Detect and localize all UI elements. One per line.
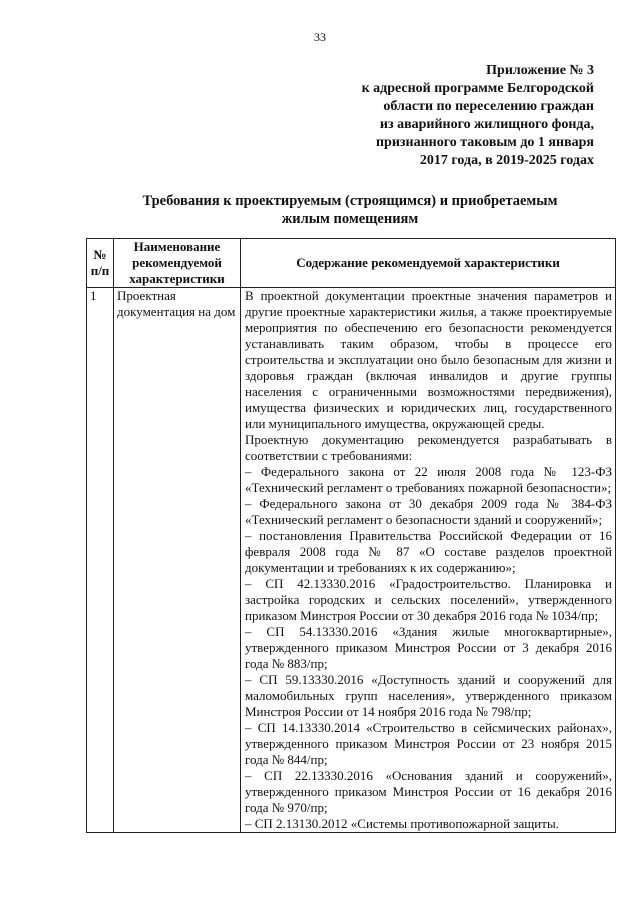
document-title-line: Требования к проектируемым (строящимся) и приобретаемым (142, 193, 558, 209)
page-number: 33 (314, 30, 326, 44)
header-num: № п/п (87, 239, 114, 288)
appendix-line: Приложение № 3 (486, 63, 594, 78)
content-paragraph: – Федерального закона от 30 декабря 2009 года № 384-ФЗ «Технический регламент о безопасности зданий и сооружений»; (245, 496, 612, 527)
content-paragraph: – постановления Правительства Российской Федерации от 16 февраля 2008 года № 87 «О составе разделов проектной документации и требованиях к их содержанию»; (245, 528, 612, 575)
content-paragraph: – Федерального закона от 22 июля 2008 года № 123-ФЗ «Технический регламент о требованиях пожарной безопасности»; (245, 464, 612, 495)
table-header-row (87, 239, 616, 288)
document-title-line: жилым помещениям (281, 211, 419, 227)
table-row (87, 288, 616, 833)
row-content (241, 288, 616, 833)
row-name: Проектная документация на дом (114, 288, 241, 833)
appendix-line: признанного таковым до 1 января (375, 135, 594, 150)
content-paragraph: – СП 14.13330.2014 «Строительство в сейсмических районах», утвержденного приказом Минстроя России от 23 ноября 2015 года № 844/пр; (245, 720, 612, 767)
appendix-heading (274, 62, 594, 170)
content-paragraph: – СП 54.13330.2016 «Здания жилые многоквартирные», утвержденного приказом Минстроя России от 3 декабря 2016 года № 883/пр; (245, 624, 612, 671)
header-name: Наименование рекомендуемой характеристики (114, 239, 241, 288)
row-num: 1 (87, 288, 114, 833)
appendix-line: 2017 года, в 2019-2025 годах (419, 153, 594, 168)
content-paragraph: Проектную документацию рекомендуется разрабатывать в соответствии с требованиями: (245, 432, 612, 463)
header-content: Содержание рекомендуемой характеристики (241, 239, 616, 288)
content-paragraph: – СП 42.13330.2016 «Градостроительство. Планировка и застройка городских и сельских поселений», утвержденного приказом Минстроя России от 30 декабря 2016 года № 1034/пр; (245, 576, 612, 623)
content-paragraph: – СП 59.13330.2016 «Доступность зданий и сооружений для маломобильных групп населения», утвержденного приказом Минстроя России от 14 ноября 2016 года № 798/пр; (245, 672, 612, 719)
document-title (90, 192, 610, 228)
appendix-line: из аварийного жилищного фонда, (379, 117, 594, 132)
content-paragraph: – СП 2.13130.2012 «Системы противопожарной защиты. (245, 816, 559, 831)
requirements-table (86, 238, 616, 833)
content-paragraph: – СП 22.13330.2016 «Основания зданий и сооружений», утвержденного приказом Минстроя России от 16 декабря 2016 года № 970/пр; (245, 768, 612, 815)
appendix-line: области по переселению граждан (383, 99, 594, 114)
content-paragraph: В проектной документации проектные значения параметров и другие проектные характеристики жилья, а также проектируемые мероприятия по обеспечению его безопасности рекомендуется устанавливать таким образом, чтобы в процессе его строительства и эксплуатации оно было безопасным для жизни и здоровья граждан (включая инвалидов и другие группы населения с ограниченными возможностями передвижения), имущества физических и юридических лиц, государственного или муниципального имущества, окружающей среды. (245, 288, 612, 431)
appendix-line: к адресной программе Белгородской (361, 81, 594, 96)
